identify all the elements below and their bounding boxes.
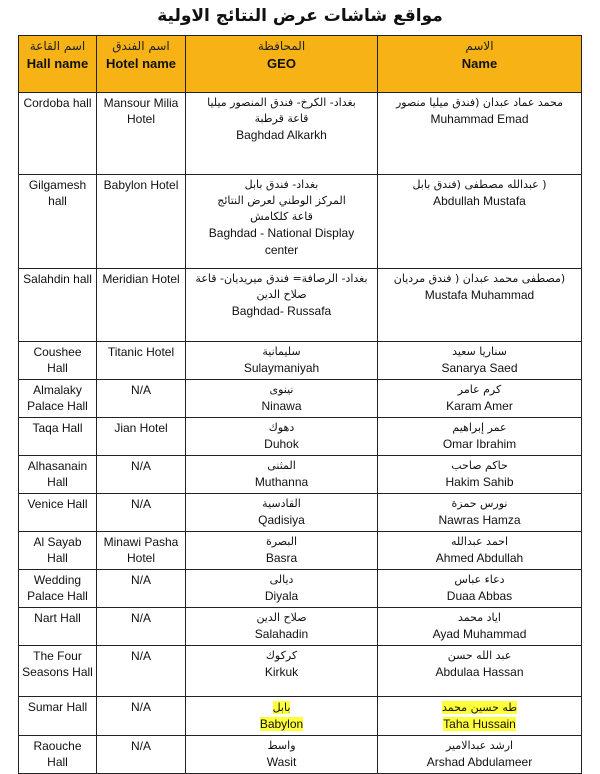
geo-arabic-line: البصرة (265, 535, 298, 548)
table-row (19, 456, 582, 494)
hotel-name-cell: N/A (97, 380, 186, 418)
geo-arabic-line: واسط (267, 739, 296, 752)
hall-name-header-english: Hall name (26, 56, 89, 71)
geo-english-line: Duhok (264, 437, 299, 451)
hotel-name-header (97, 36, 186, 93)
table-row (19, 570, 582, 608)
geo-cell (186, 456, 378, 494)
person-name-cell (378, 380, 582, 418)
table-body (19, 93, 582, 774)
person-name-cell (378, 342, 582, 380)
geo-cell (186, 697, 378, 736)
geo-header-arabic: المحافظة (257, 39, 306, 53)
person-name-arabic: محمد عماد عبدان (فندق ميليا منصور (395, 96, 564, 109)
hall-name-cell: The Four Seasons Hall (19, 646, 97, 697)
table-row (19, 418, 582, 456)
table-row (19, 646, 582, 697)
geo-arabic-line: القادسية (262, 497, 301, 510)
person-name-arabic: حاكم صاحب (451, 459, 508, 472)
geo-cell (186, 175, 378, 269)
person-name-cell (378, 418, 582, 456)
hotel-name-cell: N/A (97, 494, 186, 532)
geo-english-line: Kirkuk (264, 665, 299, 679)
person-name-arabic: كرم عامر (457, 383, 502, 396)
geo-cell (186, 380, 378, 418)
person-name-english: Hakim Sahib (445, 475, 514, 489)
geo-cell (186, 570, 378, 608)
hall-name-cell: Cordoba hall (19, 93, 97, 175)
person-name-arabic: ارشد عبدالامير (445, 739, 514, 752)
hotel-name-cell: Babylon Hotel (97, 175, 186, 269)
geo-cell (186, 418, 378, 456)
person-name-english: Muhammad Emad (430, 112, 529, 126)
geo-arabic-line: قاعة قرطبة (254, 112, 309, 125)
hall-name-cell: Venice Hall (19, 494, 97, 532)
person-name-arabic: طه حسين محمد (441, 701, 518, 714)
person-name-cell (378, 494, 582, 532)
person-name-cell (378, 697, 582, 736)
hotel-name-cell: N/A (97, 456, 186, 494)
geo-english-line: Baghdad- Russafa (231, 304, 332, 318)
hotel-name-cell: N/A (97, 646, 186, 697)
person-name-arabic: دعاء عباس (454, 573, 505, 586)
geo-cell (186, 736, 378, 774)
geo-arabic-line: سليمانية (262, 345, 301, 358)
geo-arabic-line: صلاح الدين (256, 611, 307, 624)
geo-english-line: Baghdad Alkarkh (236, 128, 327, 142)
person-name-arabic: عمر إبراهيم (452, 421, 507, 434)
table-row (19, 697, 582, 736)
person-name-cell (378, 608, 582, 646)
person-name-english: Omar Ibrahim (442, 437, 517, 451)
person-name-arabic: عبد الله حسن (447, 649, 512, 662)
person-name-english: Mustafa Muhammad (424, 288, 535, 302)
table-row (19, 532, 582, 570)
geo-english-line: Muthanna (254, 475, 309, 489)
person-name-arabic: سناريا سعيد (452, 345, 507, 358)
hall-name-cell: Nart Hall (19, 608, 97, 646)
hall-name-cell: Taqa Hall (19, 418, 97, 456)
table-row (19, 380, 582, 418)
geo-header (186, 36, 378, 93)
name-header-arabic: الاسم (465, 39, 494, 53)
person-name-english: Arshad Abdulameer (426, 755, 533, 769)
geo-arabic-line: ديالى (269, 573, 294, 586)
person-name-cell (378, 269, 582, 342)
table-row (19, 736, 582, 774)
geo-arabic-line: المثنى (267, 459, 296, 472)
hotel-name-cell: Jian Hotel (97, 418, 186, 456)
person-name-cell (378, 736, 582, 774)
person-name-cell (378, 646, 582, 697)
geo-english-line: Diyala (264, 589, 299, 603)
name-header-english: Name (461, 56, 498, 71)
person-name-cell (378, 456, 582, 494)
geo-arabic-line: كركوك (265, 649, 298, 662)
person-name-english: Nawras Hamza (438, 513, 521, 527)
geo-cell (186, 342, 378, 380)
hotel-name-cell: N/A (97, 608, 186, 646)
geo-arabic-line: بغداد- الكرخ- فندق المنصور ميليا (207, 96, 356, 109)
geo-english-line: Salahadin (254, 627, 309, 641)
name-header (378, 36, 582, 93)
geo-cell (186, 494, 378, 532)
document-title: مواقع شاشات عرض النتائج الاولية (157, 6, 443, 26)
table-row (19, 342, 582, 380)
hall-name-cell: Gilgamesh hall (19, 175, 97, 269)
hall-name-cell: Wedding Palace Hall (19, 570, 97, 608)
person-name-cell (378, 532, 582, 570)
results-locations-table (18, 35, 582, 774)
hotel-name-header-english: Hotel name (105, 56, 177, 71)
hall-name-header-arabic: اسم القاعة (29, 39, 86, 53)
person-name-cell (378, 175, 582, 269)
geo-english-line: Ninawa (261, 399, 302, 413)
geo-english-line: Baghdad - National Display (208, 226, 355, 240)
person-name-arabic: نورس حمزة (451, 497, 508, 510)
hotel-name-cell: N/A (97, 570, 186, 608)
hall-name-cell: Coushee Hall (19, 342, 97, 380)
person-name-arabic: ( عبدالله مصطفى (فندق بابل (412, 178, 547, 191)
geo-header-english: GEO (267, 56, 296, 71)
table-header (19, 36, 582, 93)
geo-english-line: Wasit (266, 755, 297, 769)
person-name-english: Duaa Abbas (446, 589, 513, 603)
hall-name-header (19, 36, 97, 93)
person-name-english: Taha Hussain (443, 717, 516, 731)
geo-english-line: Basra (265, 551, 298, 565)
header-row (19, 36, 582, 93)
hotel-name-header-arabic: اسم الفندق (112, 39, 170, 53)
hall-name-cell: Almalaky Palace Hall (19, 380, 97, 418)
hotel-name-cell: Titanic Hotel (97, 342, 186, 380)
person-name-english: Ayad Muhammad (432, 627, 527, 641)
hotel-name-cell: Minawi Pasha Hotel (97, 532, 186, 570)
geo-arabic-line: المركز الوطني لعرض النتائج (217, 194, 346, 207)
hall-name-cell: Al Sayab Hall (19, 532, 97, 570)
table-row (19, 93, 582, 175)
table-row (19, 608, 582, 646)
person-name-english: Karam Amer (446, 399, 513, 413)
person-name-cell (378, 570, 582, 608)
table-row (19, 269, 582, 342)
hall-name-cell: Salahdin hall (19, 269, 97, 342)
geo-arabic-line: صلاح الدين (256, 288, 307, 301)
person-name-english: Sanarya Saed (441, 361, 518, 375)
geo-english-line: Babylon (259, 717, 304, 731)
table-row (19, 494, 582, 532)
person-name-arabic: اياد محمد (458, 611, 501, 624)
hotel-name-cell: Mansour Milia Hotel (97, 93, 186, 175)
geo-english-line: Qadisiya (258, 513, 305, 527)
person-name-arabic: (مصطفى محمد عبدان ( فندق مرديان (393, 272, 566, 285)
geo-cell (186, 532, 378, 570)
geo-arabic-line: بغداد- الرصافة= فندق ميريديان- قاعة (195, 272, 368, 285)
geo-english-line: center (264, 243, 299, 257)
person-name-english: Ahmed Abdullah (435, 551, 524, 565)
hotel-name-cell: N/A (97, 697, 186, 736)
table-row (19, 175, 582, 269)
person-name-arabic: احمد عبدالله (450, 535, 509, 548)
geo-cell (186, 269, 378, 342)
hotel-name-cell: Meridian Hotel (97, 269, 186, 342)
person-name-cell (378, 93, 582, 175)
person-name-english: Abdullah Mustafa (433, 194, 526, 208)
geo-english-line: Sulaymaniyah (243, 361, 320, 375)
geo-arabic-line: نينوى (269, 383, 294, 396)
hall-name-cell: Alhasanain Hall (19, 456, 97, 494)
geo-arabic-line: دهوك (268, 421, 295, 434)
person-name-english: Abdulaa Hassan (435, 665, 524, 679)
geo-arabic-line: بابل (272, 701, 291, 714)
hall-name-cell: Raouche Hall (19, 736, 97, 774)
geo-cell (186, 646, 378, 697)
geo-cell (186, 608, 378, 646)
hotel-name-cell: N/A (97, 736, 186, 774)
geo-cell (186, 93, 378, 175)
geo-arabic-line: بغداد- فندق بابل (244, 178, 319, 191)
hall-name-cell: Sumar Hall (19, 697, 97, 736)
geo-arabic-line: قاعة كلكامش (250, 210, 313, 223)
